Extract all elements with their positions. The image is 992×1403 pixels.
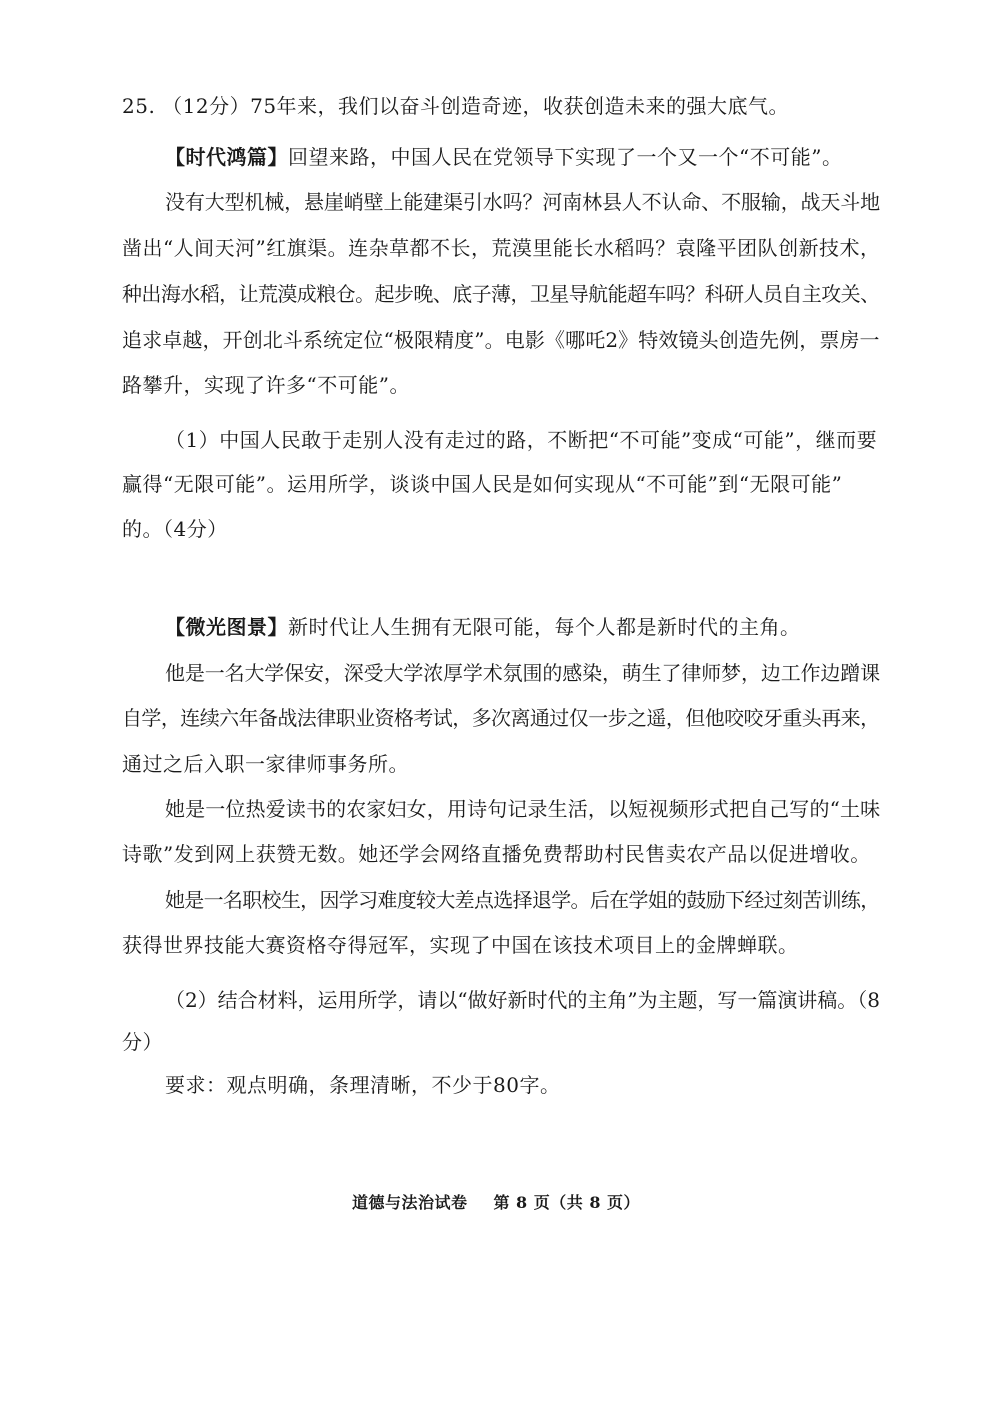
section2-line: 通过之后入职一家律师事务所。 [122, 752, 409, 776]
section2-line: 获得世界技能大赛资格夺得冠军，实现了中国在该技术项目上的金牌蝉联。 [122, 933, 799, 957]
section1-intro: 回望来路，中国人民在党领导下实现了一个又一个“不可能”。 [288, 145, 843, 169]
q1-line: 赢得“无限可能”。运用所学，谈谈中国人民是如何实现从“不可能”到“无限可能” [122, 472, 843, 496]
section2-heading [165, 614, 801, 640]
section1-line: 凿出“人间天河”红旗渠。连杂草都不长，荒漠里能长水稻吗？袁隆平团队创新技术， [122, 236, 881, 260]
section2-line: 自学，连续六年备战法律职业资格考试，多次离通过仅一步之遥，但他咬咬牙重头再来， [122, 706, 880, 730]
section2-line: 他是一名大学保安，深受大学浓厚学术氛围的感染，萌生了律师梦，边工作边蹭课 [165, 661, 880, 685]
section2-line: 诗歌”发到网上获赞无数。她还学会网络直播免费帮助村民售卖农产品以促进增收。 [122, 842, 871, 866]
footer-page-number: 第 8 页（共 8 页） [493, 1193, 641, 1212]
section2-line: 她是一位热爱读书的农家妇女，用诗句记录生活，以短视频形式把自己写的“土味 [165, 797, 881, 821]
section1-tag: 【时代鸿篇】 [165, 145, 288, 169]
question-header: 25. （12分）75年来，我们以奋斗创造奇迹，收获创造未来的强大底气。 [122, 94, 790, 118]
q2-requirement: 要求：观点明确，条理清晰，不少于80字。 [165, 1073, 561, 1097]
section1-line: 追求卓越，开创北斗系统定位“极限精度”。电影《哪吒2》特效镜头创造先例，票房一 [122, 328, 880, 352]
footer-subject: 道德与法治试卷 [351, 1193, 468, 1212]
q2-line: 分） [122, 1030, 163, 1054]
page-footer [0, 1190, 992, 1213]
section1-line: 种出海水稻，让荒漠成粮仓。起步晚、底子薄，卫星导航能超车吗？科研人员自主攻关、 [122, 282, 880, 306]
section1-line: 路攀升，实现了许多“不可能”。 [122, 373, 410, 397]
q1-line: 的。（4分） [122, 517, 228, 541]
section1-heading [165, 144, 842, 170]
section2-line: 她是一名职校生，因学习难度较大差点选择退学。后在学姐的鼓励下经过刻苦训练， [165, 888, 880, 912]
section1-line: 没有大型机械，悬崖峭壁上能建渠引水吗？河南林县人不认命、不服输，战天斗地 [165, 190, 880, 214]
q1-line: （1）中国人民敢于走别人没有走过的路，不断把“不可能”变成“可能”，继而要 [165, 428, 878, 452]
section2-tag: 【微光图景】 [165, 615, 288, 639]
section2-intro: 新时代让人生拥有无限可能，每个人都是新时代的主角。 [288, 615, 801, 639]
q2-line: （2）结合材料，运用所学，请以“做好新时代的主角”为主题，写一篇演讲稿。（8 [165, 988, 880, 1012]
